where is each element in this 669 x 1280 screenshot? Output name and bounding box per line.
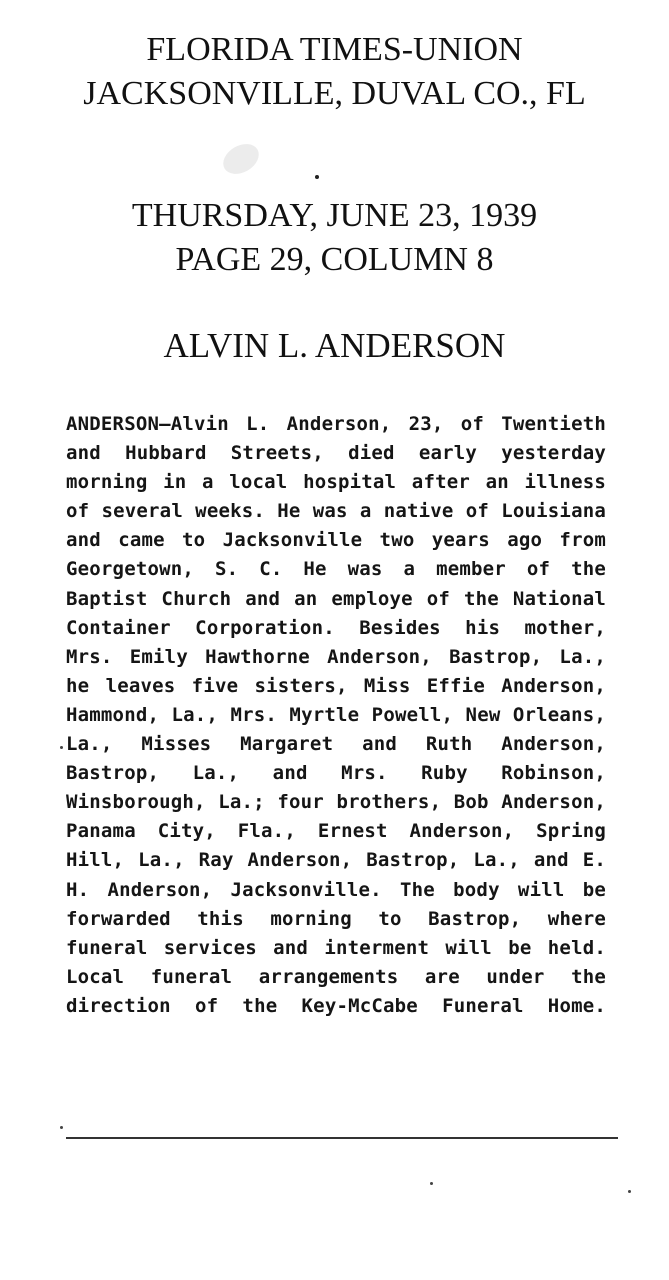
obituary-article — [66, 410, 606, 1220]
newspaper-location: JACKSONVILLE, DUVAL CO., FL — [83, 75, 586, 112]
print-speck — [60, 746, 63, 749]
print-speck — [60, 1126, 63, 1129]
source-block — [0, 28, 669, 116]
publication-date: THURSDAY, JUNE 23, 1939 — [131, 197, 538, 234]
obituary-text: ANDERSON—Alvin L. Anderson, 23, of Twentieth and Hubbard Streets, died early yesterday morning in a local hospital after an illness of several weeks. He was a native of Louisiana and came to Jacksonville two years ago from Georgetown, S. C. He was a member of the Baptist Church and an employe of the National Container Corporation. Besides his mother, Mrs. Emily Hawthorne Anderson, Bastrop, La., he leaves five sisters, Miss Effie Anderson, Hammond, La., Mrs. Myrtle Powell, New Orleans, La., Misses Margaret and Ruth Anderson, Bastrop, La., and Mrs. Ruby Robinson, Winsborough, La.; four brothers, Bob Anderson, Panama City, Fla., Ernest Anderson, Spring Hill, La., Ray Anderson, Bastrop, La., and E. H. Anderson, Jacksonville. The body will be forwarded this morning to Bastrop, where funeral services and interment will be held. Local funeral arrangements are under the direction of the Key-McCabe Funeral Home. — [66, 413, 606, 1017]
paper-smudge — [218, 138, 264, 180]
obituary-heading: ALVIN L. ANDERSON — [163, 326, 506, 365]
newspaper-name: FLORIDA TIMES-UNION — [146, 31, 523, 68]
strikethrough-line — [66, 1137, 618, 1139]
dateline-block — [0, 194, 669, 282]
print-speck — [628, 1190, 631, 1193]
print-speck — [430, 1182, 433, 1185]
print-dot — [315, 175, 319, 179]
page-column: PAGE 29, COLUMN 8 — [175, 241, 494, 278]
